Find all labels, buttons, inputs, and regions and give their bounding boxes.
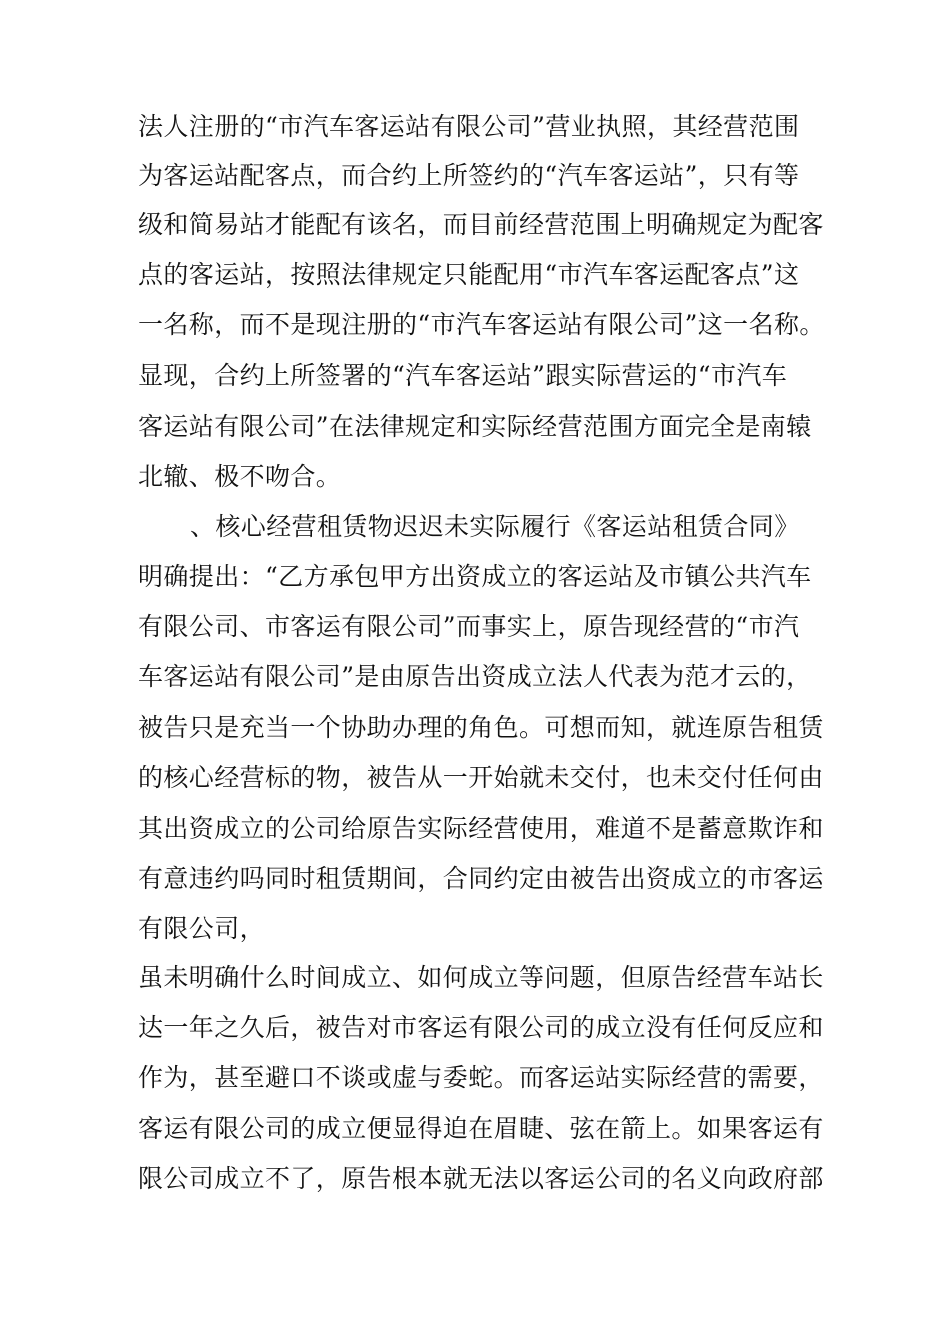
paragraph-line: 的核心经营标的物，被告从一开始就未交付，也未交付任何由 — [138, 763, 824, 792]
paragraph-line-indented: 、核心经营租赁物迟迟未实际履行《客运站租赁合同》 — [190, 512, 800, 541]
paragraph-line: 为客运站配客点，而合约上所签约的“汽车客运站”，只有等 — [138, 161, 800, 190]
paragraph-line: 北辙、极不吻合。 — [138, 462, 342, 491]
paragraph-line: 其出资成立的公司给原告实际经营使用，难道不是蓄意欺诈和 — [138, 814, 824, 843]
paragraph-line: 被告只是充当一个协助办理的角色。可想而知，就连原告租赁 — [138, 713, 824, 742]
paragraph-line: 车客运站有限公司”是由原告出资成立法人代表为范才云的， — [138, 662, 812, 691]
paragraph-line: 有限公司、市客运有限公司”而事实上，原告现经营的“市汽 — [138, 612, 800, 641]
paragraph-line: 客运站有限公司”在法律规定和实际经营范围方面完全是南辕 — [138, 412, 812, 441]
paragraph-line: 作为，甚至避口不谈或虚与委蛇。而客运站实际经营的需要， — [138, 1063, 824, 1092]
paragraph-line: 有意违约吗同时租赁期间，合同约定由被告出资成立的市客运 — [138, 864, 824, 893]
paragraph-line: 有限公司， — [138, 914, 266, 943]
paragraph-line: 级和简易站才能配有该名，而目前经营范围上明确规定为配客 — [138, 210, 824, 239]
paragraph-line: 一名称，而不是现注册的“市汽车客运站有限公司”这一名称。 — [138, 310, 825, 339]
paragraph-line: 法人注册的“市汽车客运站有限公司”营业执照，其经营范围 — [138, 112, 800, 141]
paragraph-line: 达一年之久后，被告对市客运有限公司的成立没有任何反应和 — [138, 1013, 824, 1042]
paragraph-line: 点的客运站，按照法律规定只能配用“市汽车客运配客点”这 — [138, 260, 800, 289]
paragraph-line: 虽未明确什么时间成立、如何成立等问题，但原告经营车站长 — [138, 963, 824, 992]
paragraph-line: 明确提出：“乙方承包甲方出资成立的客运站及市镇公共汽车 — [138, 562, 812, 591]
paragraph-line: 客运有限公司的成立便显得迫在眉睫、弦在箭上。如果客运有 — [138, 1114, 824, 1143]
paragraph-line: 限公司成立不了，原告根本就无法以客运公司的名义向政府部 — [138, 1164, 824, 1193]
paragraph-line: 显现，合约上所签署的“汽车客运站”跟实际营运的“市汽车 — [138, 361, 788, 390]
